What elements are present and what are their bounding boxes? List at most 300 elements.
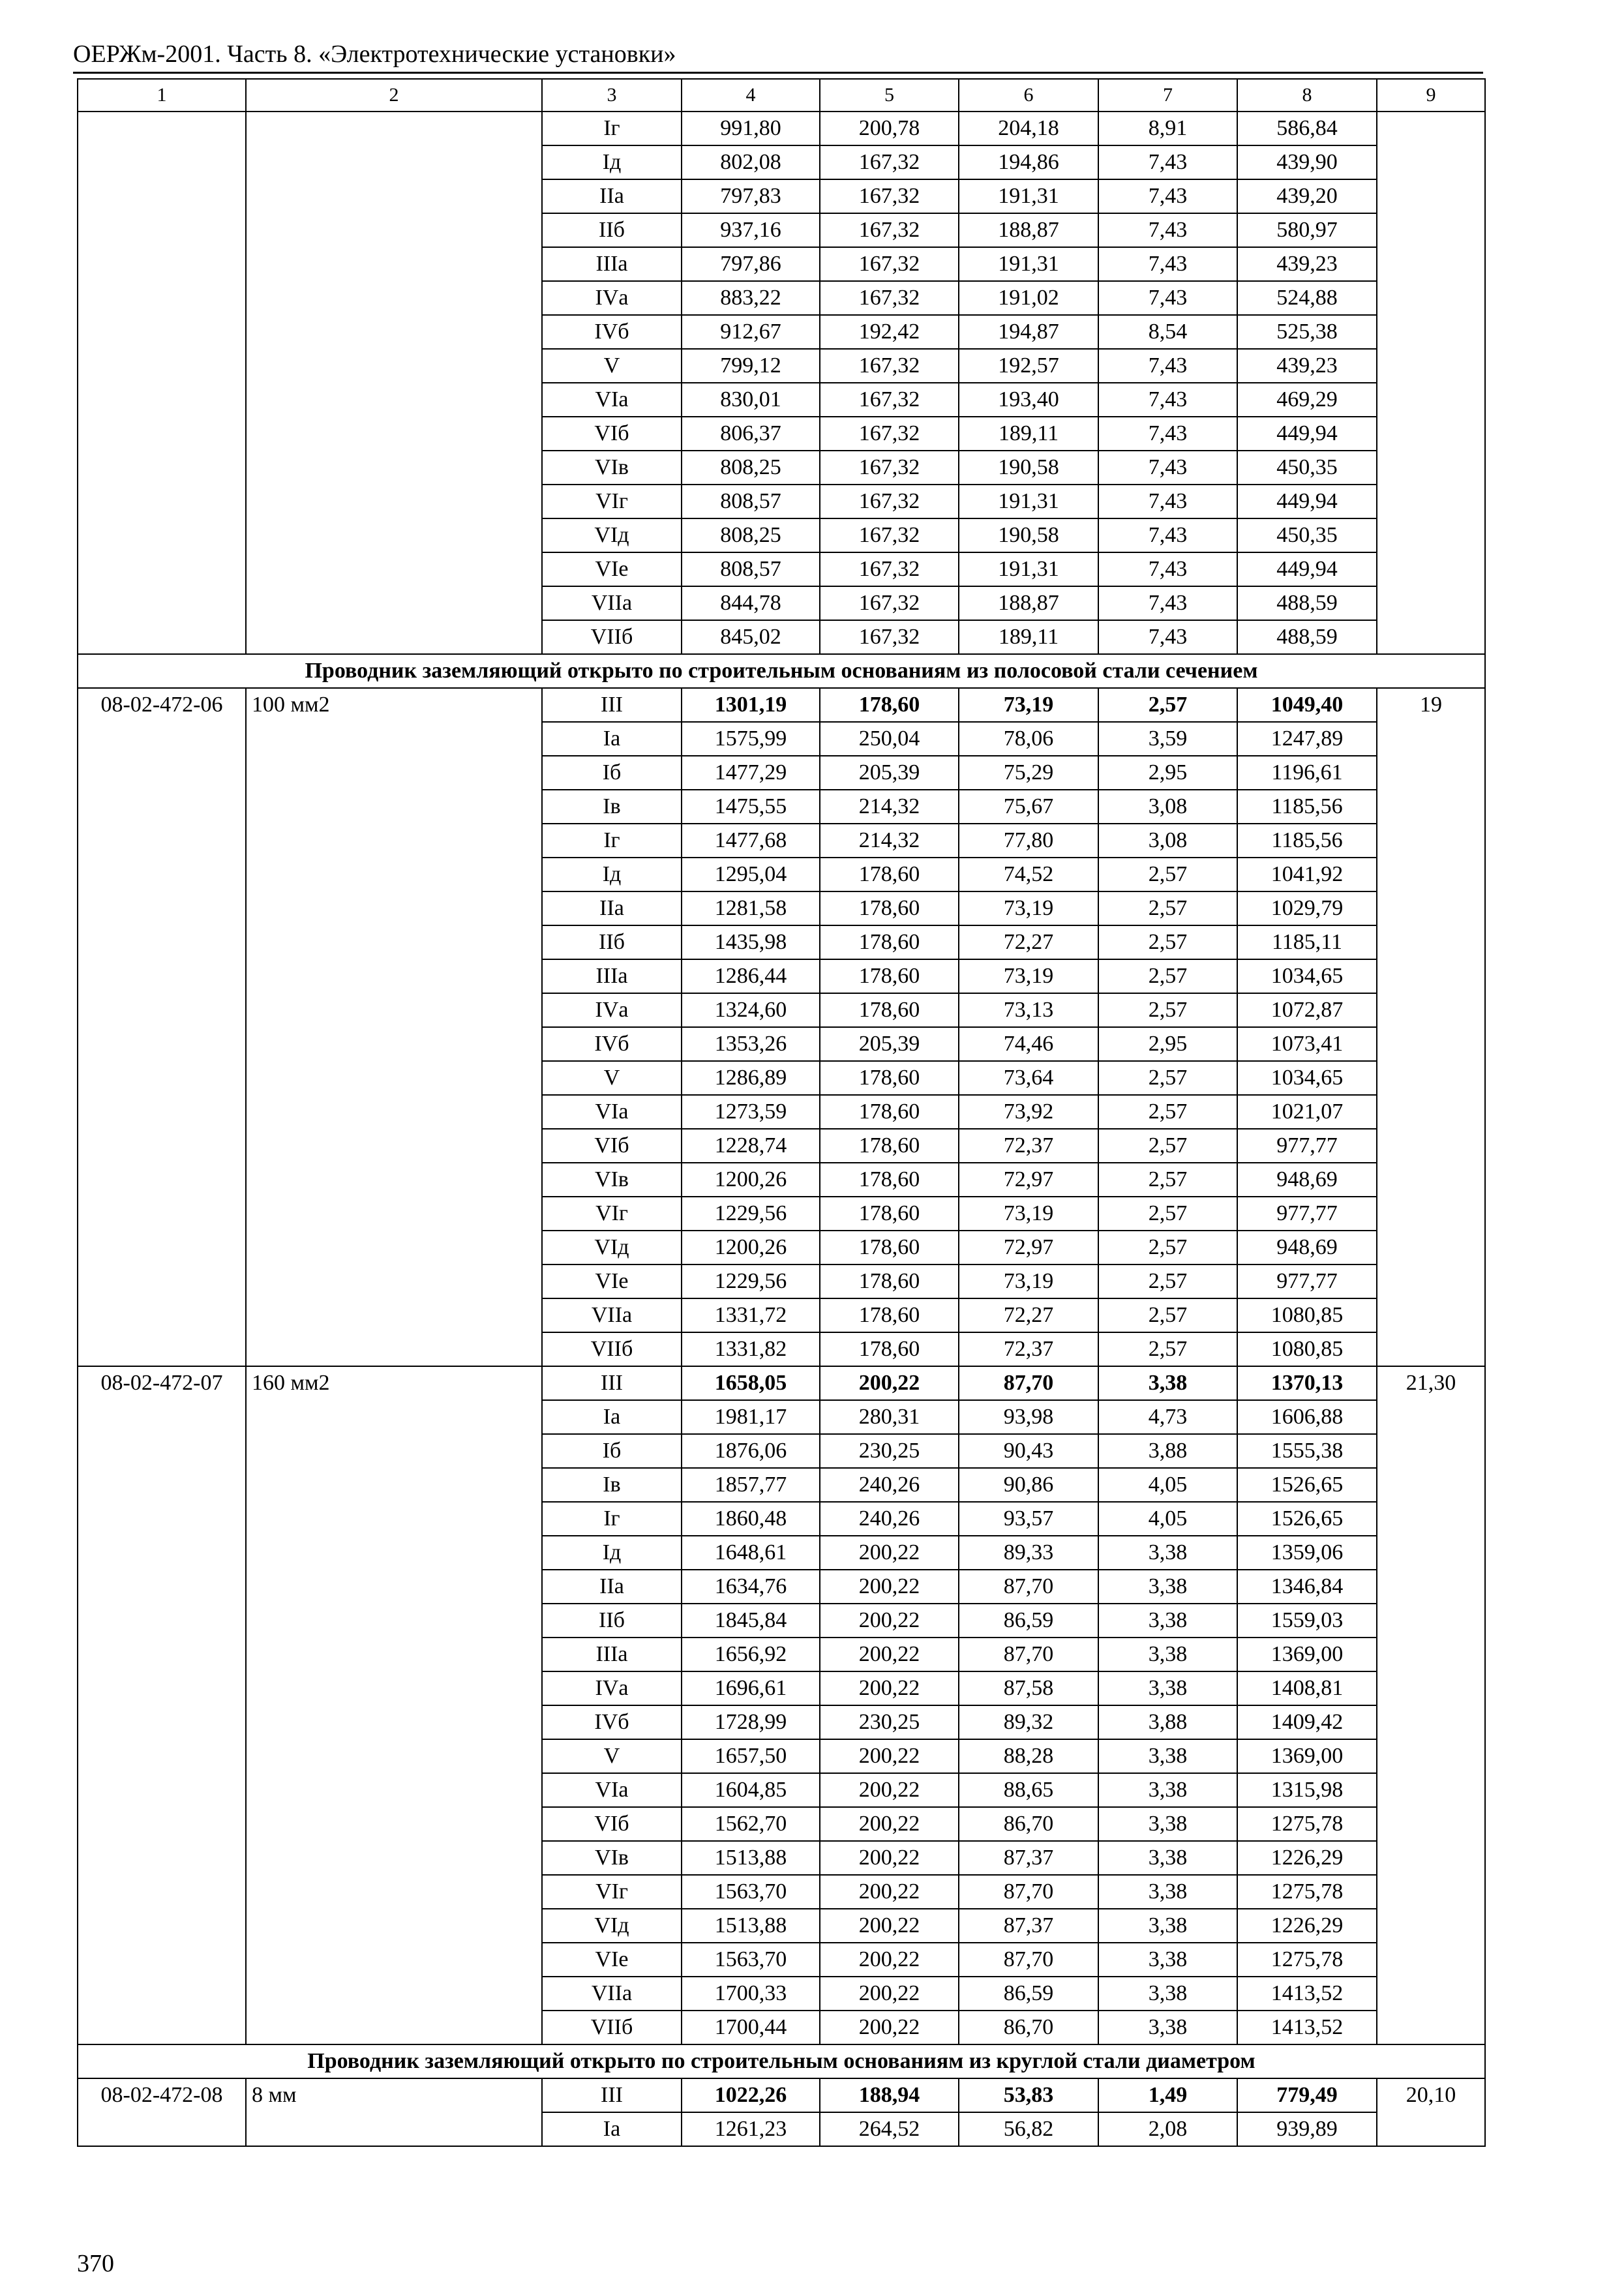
machine-cost-cell: 190,58 xyxy=(959,518,1098,552)
material-cost-cell: 1226,29 xyxy=(1237,1841,1377,1875)
page-number: 370 xyxy=(77,2250,114,2277)
norm-code-cell: IVб xyxy=(542,1027,682,1061)
wage-cell: 192,42 xyxy=(820,315,959,349)
wage-cell: 178,60 xyxy=(820,1129,959,1163)
norm-code-cell: VIд xyxy=(542,1909,682,1943)
wage-cell: 167,32 xyxy=(820,552,959,586)
norm-code-cell: III xyxy=(542,1366,682,1400)
norm-code-cell: VIIб xyxy=(542,620,682,654)
material-cost-cell: 1029,79 xyxy=(1237,891,1377,925)
cost-total-cell: 912,67 xyxy=(682,315,820,349)
wage-cell: 200,78 xyxy=(820,112,959,145)
table-body xyxy=(78,79,1485,2146)
wage-cell: 188,94 xyxy=(820,2078,959,2112)
machine-cost-cell: 87,58 xyxy=(959,1671,1098,1705)
norm-code-cell: V xyxy=(542,1739,682,1773)
cost-total-cell: 808,25 xyxy=(682,518,820,552)
labor-cost-cell: 21,30 xyxy=(1377,1366,1485,2044)
machinist-wage-cell: 3,38 xyxy=(1098,1638,1237,1671)
norm-code-cell: Iб xyxy=(542,756,682,790)
machine-cost-cell: 194,86 xyxy=(959,145,1098,179)
cost-total-cell: 806,37 xyxy=(682,417,820,451)
cost-total-cell: 797,83 xyxy=(682,179,820,213)
norm-code-cell: III xyxy=(542,2078,682,2112)
cost-total-cell: 1228,74 xyxy=(682,1129,820,1163)
wage-cell: 178,60 xyxy=(820,688,959,722)
machine-cost-cell: 191,31 xyxy=(959,179,1098,213)
machinist-wage-cell: 2,57 xyxy=(1098,1231,1237,1264)
desc-cell-blank xyxy=(246,112,542,654)
work-description: 160 мм2 xyxy=(246,1366,542,2044)
norm-code-cell: VIа xyxy=(542,1095,682,1129)
material-cost-cell: 450,35 xyxy=(1237,518,1377,552)
machinist-wage-cell: 7,43 xyxy=(1098,383,1237,417)
machinist-wage-cell: 3,38 xyxy=(1098,2011,1237,2044)
cost-total-cell: 1696,61 xyxy=(682,1671,820,1705)
machine-cost-cell: 74,46 xyxy=(959,1027,1098,1061)
material-cost-cell: 1275,78 xyxy=(1237,1875,1377,1909)
norm-code-cell: VIг xyxy=(542,485,682,518)
cost-total-cell: 1513,88 xyxy=(682,1841,820,1875)
cost-total-cell: 1981,17 xyxy=(682,1400,820,1434)
cost-total-cell: 1475,55 xyxy=(682,790,820,824)
material-cost-cell: 1275,78 xyxy=(1237,1943,1377,1977)
cost-total-cell: 1229,56 xyxy=(682,1264,820,1298)
machinist-wage-cell: 3,08 xyxy=(1098,824,1237,858)
machine-cost-cell: 191,02 xyxy=(959,281,1098,315)
norm-code-cell: IIIа xyxy=(542,247,682,281)
material-cost-cell: 449,94 xyxy=(1237,417,1377,451)
machinist-wage-cell: 3,38 xyxy=(1098,1366,1237,1400)
cost-total-cell: 1295,04 xyxy=(682,858,820,891)
cost-total-cell: 1200,26 xyxy=(682,1163,820,1197)
norm-code-cell: Iа xyxy=(542,1400,682,1434)
wage-cell: 200,22 xyxy=(820,1943,959,1977)
machinist-wage-cell: 2,57 xyxy=(1098,1264,1237,1298)
cost-total-cell: 830,01 xyxy=(682,383,820,417)
material-cost-cell: 469,29 xyxy=(1237,383,1377,417)
wage-cell: 167,32 xyxy=(820,620,959,654)
cost-total-cell: 1860,48 xyxy=(682,1502,820,1536)
column-number-8: 8 xyxy=(1237,79,1377,112)
machinist-wage-cell: 2,57 xyxy=(1098,891,1237,925)
norm-code-cell: IVа xyxy=(542,1671,682,1705)
wage-cell: 167,32 xyxy=(820,383,959,417)
machinist-wage-cell: 8,91 xyxy=(1098,112,1237,145)
material-cost-cell: 779,49 xyxy=(1237,2078,1377,2112)
material-cost-cell: 939,89 xyxy=(1237,2112,1377,2146)
machinist-wage-cell: 3,38 xyxy=(1098,1807,1237,1841)
cost-total-cell: 808,25 xyxy=(682,451,820,485)
machinist-wage-cell: 3,38 xyxy=(1098,1773,1237,1807)
machine-cost-cell: 189,11 xyxy=(959,620,1098,654)
norm-code-cell: Iб xyxy=(542,1434,682,1468)
norm-code-cell: VIе xyxy=(542,1943,682,1977)
cost-total-cell: 1200,26 xyxy=(682,1231,820,1264)
machine-cost-cell: 191,31 xyxy=(959,485,1098,518)
work-description: 100 мм2 xyxy=(246,688,542,1366)
machine-cost-cell: 86,70 xyxy=(959,2011,1098,2044)
machinist-wage-cell: 3,38 xyxy=(1098,1536,1237,1570)
wage-cell: 178,60 xyxy=(820,1163,959,1197)
column-number-4: 4 xyxy=(682,79,820,112)
material-cost-cell: 1346,84 xyxy=(1237,1570,1377,1604)
machine-cost-cell: 188,87 xyxy=(959,586,1098,620)
cost-total-cell: 883,22 xyxy=(682,281,820,315)
wage-cell: 178,60 xyxy=(820,1264,959,1298)
wage-cell: 200,22 xyxy=(820,1536,959,1570)
machine-cost-cell: 73,19 xyxy=(959,688,1098,722)
norm-code-cell: Iд xyxy=(542,858,682,891)
machine-cost-cell: 189,11 xyxy=(959,417,1098,451)
machinist-wage-cell: 2,08 xyxy=(1098,2112,1237,2146)
machine-cost-cell: 204,18 xyxy=(959,112,1098,145)
cost-total-cell: 1563,70 xyxy=(682,1875,820,1909)
machine-cost-cell: 73,64 xyxy=(959,1061,1098,1095)
machine-cost-cell: 93,57 xyxy=(959,1502,1098,1536)
norm-code-cell: V xyxy=(542,349,682,383)
wage-cell: 240,26 xyxy=(820,1468,959,1502)
machinist-wage-cell: 2,57 xyxy=(1098,1061,1237,1095)
norm-code-cell: Iв xyxy=(542,1468,682,1502)
norm-code-cell: VIд xyxy=(542,1231,682,1264)
machine-cost-cell: 88,28 xyxy=(959,1739,1098,1773)
machinist-wage-cell: 2,57 xyxy=(1098,858,1237,891)
column-number-2: 2 xyxy=(246,79,542,112)
column-number-3: 3 xyxy=(542,79,682,112)
col9-cell-blank xyxy=(1377,112,1485,654)
cost-total-cell: 1477,29 xyxy=(682,756,820,790)
wage-cell: 167,32 xyxy=(820,179,959,213)
machinist-wage-cell: 3,38 xyxy=(1098,1739,1237,1773)
machinist-wage-cell: 3,38 xyxy=(1098,1570,1237,1604)
machinist-wage-cell: 3,38 xyxy=(1098,1909,1237,1943)
norm-code-cell: IVа xyxy=(542,993,682,1027)
machine-cost-cell: 74,52 xyxy=(959,858,1098,891)
material-cost-cell: 439,20 xyxy=(1237,179,1377,213)
machinist-wage-cell: 1,49 xyxy=(1098,2078,1237,2112)
machinist-wage-cell: 2,57 xyxy=(1098,1298,1237,1332)
machine-cost-cell: 56,82 xyxy=(959,2112,1098,2146)
wage-cell: 264,52 xyxy=(820,2112,959,2146)
wage-cell: 200,22 xyxy=(820,1604,959,1638)
machine-cost-cell: 93,98 xyxy=(959,1400,1098,1434)
section-heading: Проводник заземляющий открыто по строительным основаниям из полосовой стали сечением xyxy=(78,654,1485,688)
norm-code-cell: VIв xyxy=(542,451,682,485)
material-cost-cell: 1413,52 xyxy=(1237,2011,1377,2044)
material-cost-cell: 1049,40 xyxy=(1237,688,1377,722)
norm-code-cell: III xyxy=(542,688,682,722)
table-row xyxy=(78,688,1485,722)
machine-cost-cell: 73,19 xyxy=(959,959,1098,993)
header-divider xyxy=(73,72,1483,74)
cost-total-cell: 1876,06 xyxy=(682,1434,820,1468)
norm-code-cell: VIIа xyxy=(542,1298,682,1332)
wage-cell: 167,32 xyxy=(820,349,959,383)
norm-code-cell: Iд xyxy=(542,145,682,179)
wage-cell: 240,26 xyxy=(820,1502,959,1536)
wage-cell: 178,60 xyxy=(820,1332,959,1366)
machinist-wage-cell: 4,05 xyxy=(1098,1468,1237,1502)
norm-code-cell: V xyxy=(542,1061,682,1095)
material-cost-cell: 1275,78 xyxy=(1237,1807,1377,1841)
machinist-wage-cell: 2,95 xyxy=(1098,1027,1237,1061)
page-header-title: ОЕРЖм-2001. Часть 8. «Электротехнические установки» xyxy=(73,40,676,68)
machine-cost-cell: 75,67 xyxy=(959,790,1098,824)
cost-total-cell: 1648,61 xyxy=(682,1536,820,1570)
norm-code-cell: VIе xyxy=(542,1264,682,1298)
wage-cell: 167,32 xyxy=(820,485,959,518)
column-number-5: 5 xyxy=(820,79,959,112)
machine-cost-cell: 73,92 xyxy=(959,1095,1098,1129)
machinist-wage-cell: 2,57 xyxy=(1098,959,1237,993)
machine-cost-cell: 87,70 xyxy=(959,1570,1098,1604)
machine-cost-cell: 194,87 xyxy=(959,315,1098,349)
material-cost-cell: 439,23 xyxy=(1237,247,1377,281)
machinist-wage-cell: 3,38 xyxy=(1098,1977,1237,2011)
material-cost-cell: 1315,98 xyxy=(1237,1773,1377,1807)
wage-cell: 167,32 xyxy=(820,451,959,485)
machinist-wage-cell: 2,57 xyxy=(1098,1332,1237,1366)
norm-code: 08-02-472-08 xyxy=(78,2078,246,2146)
wage-cell: 178,60 xyxy=(820,959,959,993)
norm-code-cell: VIе xyxy=(542,552,682,586)
norm-code-cell: VIIб xyxy=(542,2011,682,2044)
norm-code-cell: IIб xyxy=(542,1604,682,1638)
norm-code-cell: Iг xyxy=(542,824,682,858)
cost-total-cell: 1728,99 xyxy=(682,1705,820,1739)
material-cost-cell: 1555,38 xyxy=(1237,1434,1377,1468)
norm-code-cell: Iв xyxy=(542,790,682,824)
material-cost-cell: 1021,07 xyxy=(1237,1095,1377,1129)
section-heading-row xyxy=(78,2044,1485,2078)
norm-code-cell: Iд xyxy=(542,1536,682,1570)
machine-cost-cell: 72,97 xyxy=(959,1231,1098,1264)
wage-cell: 214,32 xyxy=(820,824,959,858)
cost-total-cell: 1845,84 xyxy=(682,1604,820,1638)
machinist-wage-cell: 2,57 xyxy=(1098,993,1237,1027)
cost-total-cell: 808,57 xyxy=(682,485,820,518)
norm-code-cell: VIд xyxy=(542,518,682,552)
cost-total-cell: 1331,82 xyxy=(682,1332,820,1366)
wage-cell: 178,60 xyxy=(820,925,959,959)
norm-code-cell: Iг xyxy=(542,112,682,145)
norm-code-cell: VIг xyxy=(542,1197,682,1231)
wage-cell: 250,04 xyxy=(820,722,959,756)
wage-cell: 200,22 xyxy=(820,1570,959,1604)
machinist-wage-cell: 3,08 xyxy=(1098,790,1237,824)
material-cost-cell: 1185,56 xyxy=(1237,824,1377,858)
table-row xyxy=(78,112,1485,145)
wage-cell: 200,22 xyxy=(820,1977,959,2011)
machinist-wage-cell: 2,57 xyxy=(1098,1095,1237,1129)
machine-cost-cell: 87,37 xyxy=(959,1841,1098,1875)
material-cost-cell: 1072,87 xyxy=(1237,993,1377,1027)
machinist-wage-cell: 7,43 xyxy=(1098,179,1237,213)
wage-cell: 200,22 xyxy=(820,1807,959,1841)
wage-cell: 167,32 xyxy=(820,417,959,451)
cost-total-cell: 1513,88 xyxy=(682,1909,820,1943)
machine-cost-cell: 86,59 xyxy=(959,1977,1098,2011)
machine-cost-cell: 73,19 xyxy=(959,891,1098,925)
cost-total-cell: 1286,44 xyxy=(682,959,820,993)
machine-cost-cell: 193,40 xyxy=(959,383,1098,417)
material-cost-cell: 1196,61 xyxy=(1237,756,1377,790)
machinist-wage-cell: 3,88 xyxy=(1098,1434,1237,1468)
material-cost-cell: 586,84 xyxy=(1237,112,1377,145)
machinist-wage-cell: 7,43 xyxy=(1098,451,1237,485)
cost-total-cell: 1261,23 xyxy=(682,2112,820,2146)
material-cost-cell: 1185,56 xyxy=(1237,790,1377,824)
material-cost-cell: 1034,65 xyxy=(1237,959,1377,993)
wage-cell: 200,22 xyxy=(820,1841,959,1875)
wage-cell: 178,60 xyxy=(820,1095,959,1129)
machinist-wage-cell: 2,57 xyxy=(1098,925,1237,959)
material-cost-cell: 1185,11 xyxy=(1237,925,1377,959)
material-cost-cell: 1080,85 xyxy=(1237,1332,1377,1366)
material-cost-cell: 1226,29 xyxy=(1237,1909,1377,1943)
norm-code-cell: IVб xyxy=(542,315,682,349)
section-heading-row xyxy=(78,654,1485,688)
material-cost-cell: 977,77 xyxy=(1237,1197,1377,1231)
wage-cell: 178,60 xyxy=(820,891,959,925)
cost-total-cell: 799,12 xyxy=(682,349,820,383)
machine-cost-cell: 72,37 xyxy=(959,1129,1098,1163)
norm-code-cell: VIа xyxy=(542,1773,682,1807)
cost-total-cell: 1700,33 xyxy=(682,1977,820,2011)
cost-total-cell: 808,57 xyxy=(682,552,820,586)
wage-cell: 178,60 xyxy=(820,1061,959,1095)
machinist-wage-cell: 7,43 xyxy=(1098,247,1237,281)
norm-code: 08-02-472-06 xyxy=(78,688,246,1366)
cost-total-cell: 845,02 xyxy=(682,620,820,654)
material-cost-cell: 1073,41 xyxy=(1237,1027,1377,1061)
wage-cell: 230,25 xyxy=(820,1434,959,1468)
machine-cost-cell: 191,31 xyxy=(959,247,1098,281)
machine-cost-cell: 191,31 xyxy=(959,552,1098,586)
machine-cost-cell: 89,33 xyxy=(959,1536,1098,1570)
norm-code-cell: VIб xyxy=(542,1807,682,1841)
material-cost-cell: 1409,42 xyxy=(1237,1705,1377,1739)
wage-cell: 167,32 xyxy=(820,518,959,552)
material-cost-cell: 439,90 xyxy=(1237,145,1377,179)
wage-cell: 205,39 xyxy=(820,1027,959,1061)
machinist-wage-cell: 7,43 xyxy=(1098,213,1237,247)
machine-cost-cell: 77,80 xyxy=(959,824,1098,858)
machinist-wage-cell: 7,43 xyxy=(1098,620,1237,654)
cost-total-cell: 1281,58 xyxy=(682,891,820,925)
cost-total-cell: 1657,50 xyxy=(682,1739,820,1773)
norm-code-cell: VIа xyxy=(542,383,682,417)
cost-total-cell: 1634,76 xyxy=(682,1570,820,1604)
cost-total-cell: 1604,85 xyxy=(682,1773,820,1807)
norm-code-cell: VIIа xyxy=(542,586,682,620)
cost-total-cell: 1658,05 xyxy=(682,1366,820,1400)
column-number-1: 1 xyxy=(78,79,246,112)
norm-code-cell: IVб xyxy=(542,1705,682,1739)
cost-total-cell: 1301,19 xyxy=(682,688,820,722)
norm-code-cell: IIб xyxy=(542,925,682,959)
material-cost-cell: 1041,92 xyxy=(1237,858,1377,891)
machinist-wage-cell: 3,38 xyxy=(1098,1841,1237,1875)
machinist-wage-cell: 7,43 xyxy=(1098,552,1237,586)
cost-total-cell: 1353,26 xyxy=(682,1027,820,1061)
machinist-wage-cell: 7,43 xyxy=(1098,145,1237,179)
machine-cost-cell: 188,87 xyxy=(959,213,1098,247)
material-cost-cell: 1359,06 xyxy=(1237,1536,1377,1570)
machinist-wage-cell: 7,43 xyxy=(1098,518,1237,552)
material-cost-cell: 1413,52 xyxy=(1237,1977,1377,2011)
material-cost-cell: 1408,81 xyxy=(1237,1671,1377,1705)
cost-total-cell: 1331,72 xyxy=(682,1298,820,1332)
cost-total-cell: 844,78 xyxy=(682,586,820,620)
machine-cost-cell: 90,86 xyxy=(959,1468,1098,1502)
machinist-wage-cell: 7,43 xyxy=(1098,485,1237,518)
labor-cost-cell: 19 xyxy=(1377,688,1485,1366)
wage-cell: 200,22 xyxy=(820,1773,959,1807)
norm-code-cell: VIIб xyxy=(542,1332,682,1366)
machinist-wage-cell: 2,57 xyxy=(1098,1129,1237,1163)
wage-cell: 200,22 xyxy=(820,1875,959,1909)
wage-cell: 167,32 xyxy=(820,281,959,315)
material-cost-cell: 1034,65 xyxy=(1237,1061,1377,1095)
norm-code-cell: VIв xyxy=(542,1841,682,1875)
material-cost-cell: 948,69 xyxy=(1237,1231,1377,1264)
wage-cell: 167,32 xyxy=(820,213,959,247)
cost-total-cell: 991,80 xyxy=(682,112,820,145)
table-row xyxy=(78,2078,1485,2112)
machinist-wage-cell: 7,43 xyxy=(1098,349,1237,383)
wage-cell: 200,22 xyxy=(820,1671,959,1705)
wage-cell: 280,31 xyxy=(820,1400,959,1434)
material-cost-cell: 450,35 xyxy=(1237,451,1377,485)
wage-cell: 178,60 xyxy=(820,858,959,891)
cost-total-cell: 1563,70 xyxy=(682,1943,820,1977)
cost-total-cell: 937,16 xyxy=(682,213,820,247)
norm-code-cell: Iа xyxy=(542,2112,682,2146)
machine-cost-cell: 88,65 xyxy=(959,1773,1098,1807)
norm-code-cell: VIIа xyxy=(542,1977,682,2011)
wage-cell: 167,32 xyxy=(820,247,959,281)
machinist-wage-cell: 7,43 xyxy=(1098,281,1237,315)
norm-code-cell: VIб xyxy=(542,1129,682,1163)
machine-cost-cell: 190,58 xyxy=(959,451,1098,485)
wage-cell: 178,60 xyxy=(820,1231,959,1264)
machinist-wage-cell: 2,57 xyxy=(1098,688,1237,722)
machinist-wage-cell: 7,43 xyxy=(1098,417,1237,451)
machine-cost-cell: 75,29 xyxy=(959,756,1098,790)
machine-cost-cell: 73,19 xyxy=(959,1197,1098,1231)
machine-cost-cell: 86,59 xyxy=(959,1604,1098,1638)
machine-cost-cell: 87,70 xyxy=(959,1638,1098,1671)
material-cost-cell: 1369,00 xyxy=(1237,1739,1377,1773)
machinist-wage-cell: 2,57 xyxy=(1098,1197,1237,1231)
cost-total-cell: 797,86 xyxy=(682,247,820,281)
wage-cell: 205,39 xyxy=(820,756,959,790)
cost-total-cell: 1477,68 xyxy=(682,824,820,858)
machinist-wage-cell: 4,05 xyxy=(1098,1502,1237,1536)
cost-total-cell: 1575,99 xyxy=(682,722,820,756)
material-cost-cell: 1526,65 xyxy=(1237,1468,1377,1502)
machine-cost-cell: 90,43 xyxy=(959,1434,1098,1468)
machine-cost-cell: 72,37 xyxy=(959,1332,1098,1366)
work-description: 8 мм xyxy=(246,2078,542,2146)
material-cost-cell: 948,69 xyxy=(1237,1163,1377,1197)
material-cost-cell: 1370,13 xyxy=(1237,1366,1377,1400)
material-cost-cell: 977,77 xyxy=(1237,1264,1377,1298)
code-cell-blank xyxy=(78,112,246,654)
material-cost-cell: 525,38 xyxy=(1237,315,1377,349)
